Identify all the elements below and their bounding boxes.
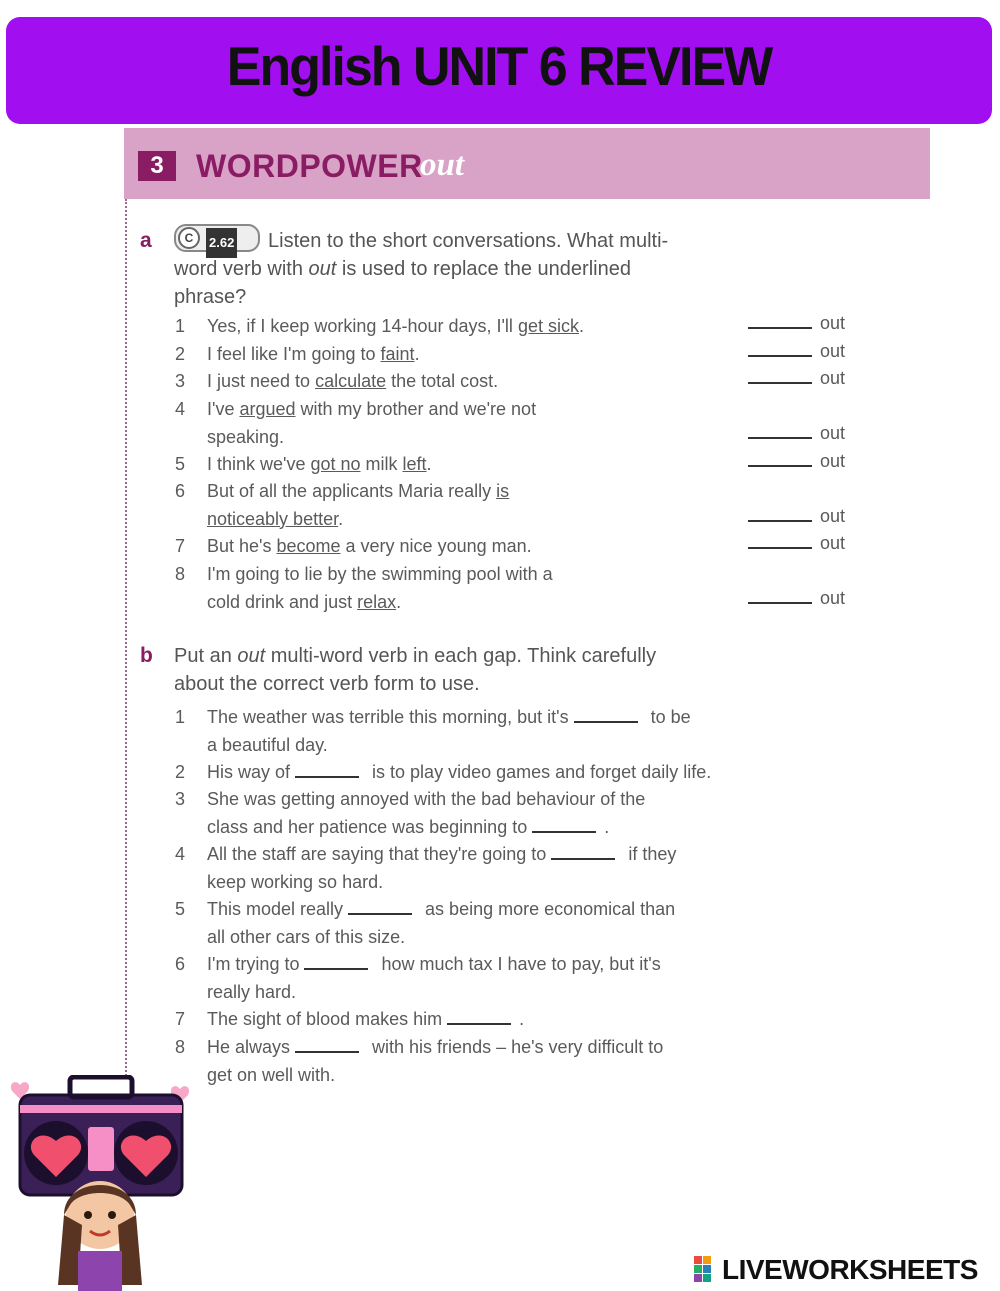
- item-line: [207, 732, 691, 760]
- underlined-phrase: left: [402, 454, 427, 474]
- wordpower-header: [124, 128, 930, 199]
- item-text-part: with his friends – he's very difficult to: [367, 1037, 664, 1057]
- instruction-line: Listen to the short conversations. What multi-: [268, 230, 669, 252]
- item-line: [207, 869, 676, 897]
- item-number: 5: [175, 899, 186, 919]
- instruction-line: phrase?: [174, 286, 247, 308]
- exercise-item: [175, 396, 537, 447]
- item-text-part: The weather was terrible this morning, but it's: [207, 707, 574, 727]
- item-number: 8: [175, 564, 186, 584]
- answer-suffix: out: [820, 368, 846, 388]
- item-number: 2: [175, 762, 186, 782]
- exercise-item: [175, 841, 677, 892]
- audio-track-number: 2.62: [206, 228, 237, 258]
- instruction-emphasis: out: [237, 645, 266, 667]
- item-text-part: She was getting annoyed with the bad behaviour of the: [207, 789, 646, 809]
- item-line: [207, 759, 711, 787]
- item-text: [207, 533, 532, 561]
- item-line: [207, 841, 676, 869]
- instruction-emphasis: out: [308, 258, 337, 280]
- logo-text: LIVEWORKSHEETS: [722, 1254, 978, 1285]
- answer-blank[interactable]: [748, 533, 812, 549]
- item-text: [207, 478, 509, 533]
- answer-blank[interactable]: [748, 313, 812, 329]
- item-text-part: all other cars of this size.: [207, 926, 406, 947]
- answer-field: [748, 313, 845, 334]
- instruction-line: about the correct verb form to use.: [174, 673, 480, 695]
- exercise-item: [175, 704, 691, 755]
- item-number: 6: [175, 954, 186, 974]
- item-line: [207, 1062, 663, 1090]
- answer-field: [748, 423, 845, 444]
- item-text-part: I'm going to lie by the swimming pool with a: [207, 564, 553, 584]
- item-text: [207, 841, 676, 896]
- answer-blank[interactable]: [748, 451, 812, 467]
- answer-blank[interactable]: [295, 762, 359, 778]
- exercise-item: [175, 786, 646, 837]
- underlined-phrase: faint: [380, 344, 415, 364]
- item-text-part: milk: [360, 454, 403, 474]
- item-line: [207, 424, 536, 452]
- item-text-part: But he's: [207, 536, 277, 556]
- audio-play-icon[interactable]: C 2.62: [174, 224, 260, 252]
- answer-blank[interactable]: [295, 1037, 359, 1053]
- item-number: 4: [175, 844, 186, 864]
- exercise-item: [175, 896, 676, 947]
- item-text-part: a very nice young man.: [340, 536, 532, 556]
- section-b-instructions: [174, 642, 894, 698]
- section-a-instructions: [174, 224, 894, 311]
- item-number: 8: [175, 1037, 186, 1057]
- item-text-part: .: [396, 591, 402, 612]
- item-text-part: to be: [645, 707, 691, 727]
- answer-blank[interactable]: [551, 844, 615, 860]
- item-text-part: as being more economical than: [420, 899, 676, 919]
- item-line: [207, 896, 675, 924]
- answer-field: [748, 588, 845, 609]
- exercise-item: [175, 951, 661, 1002]
- item-number: 3: [175, 371, 186, 391]
- item-text-part: the total cost.: [386, 371, 499, 391]
- exercise-item: [175, 313, 584, 341]
- answer-blank[interactable]: [348, 899, 412, 915]
- item-number: 7: [175, 536, 186, 556]
- answer-suffix: out: [820, 313, 846, 333]
- item-line: [207, 1034, 663, 1062]
- underlined-phrase: noticeably better: [207, 508, 339, 529]
- item-text-part: I think we've: [207, 454, 311, 474]
- answer-suffix: out: [820, 423, 846, 443]
- item-text-part: class and her patience was beginning to: [207, 816, 533, 837]
- instruction-line: Put an: [174, 645, 238, 667]
- item-line: [207, 313, 584, 341]
- item-line: [207, 1006, 524, 1034]
- item-line: [207, 368, 498, 396]
- wordpower-title: WORDPOWER: [196, 148, 423, 184]
- answer-suffix: out: [820, 341, 846, 361]
- answer-field: [748, 341, 845, 362]
- exercise-item: [175, 1034, 664, 1085]
- answer-blank[interactable]: [748, 588, 812, 604]
- item-text: [207, 1034, 663, 1089]
- item-text-part: I've: [207, 399, 240, 419]
- item-number: 7: [175, 1009, 186, 1029]
- underlined-phrase: argued: [239, 399, 296, 419]
- item-number: 6: [175, 481, 186, 501]
- item-text-part: His way of: [207, 762, 296, 782]
- item-text-part: a beautiful day.: [207, 734, 328, 755]
- item-line: [207, 561, 553, 589]
- underlined-phrase: got no: [310, 454, 361, 474]
- exercise-item: [175, 368, 499, 396]
- underlined-phrase: get sick: [517, 316, 579, 336]
- item-text: [207, 368, 498, 396]
- item-number: 1: [175, 707, 186, 727]
- page-title: English UNIT 6 REVIEW: [226, 36, 772, 98]
- item-text-part: .: [519, 1009, 525, 1029]
- item-text-part: cold drink and just: [207, 591, 358, 612]
- item-number: 4: [175, 399, 186, 419]
- item-line: [207, 924, 675, 952]
- underlined-phrase: relax: [357, 591, 397, 612]
- title-banner: [6, 17, 992, 124]
- item-text-part: The sight of blood makes him: [207, 1009, 448, 1029]
- exercise-item: [175, 1006, 525, 1034]
- item-line: [207, 951, 661, 979]
- liveworksheets-logo: [694, 1254, 978, 1286]
- answer-blank[interactable]: [748, 341, 812, 357]
- item-line: [207, 979, 661, 1007]
- item-text-part: All the staff are saying that they're going to: [207, 844, 552, 864]
- item-text-part: .: [578, 316, 584, 336]
- item-text-part: I feel like I'm going to: [207, 344, 381, 364]
- answer-suffix: out: [820, 506, 846, 526]
- item-text: [207, 341, 420, 369]
- answer-suffix: out: [820, 533, 846, 553]
- item-line: [207, 533, 532, 561]
- item-text: [207, 786, 645, 841]
- exercise-item: [175, 341, 420, 369]
- answer-field: [748, 533, 845, 554]
- item-text: [207, 313, 584, 341]
- item-line: [207, 396, 536, 424]
- answer-field: [748, 451, 845, 472]
- item-text-part: .: [414, 344, 420, 364]
- item-text-part: how much tax I have to pay, but it's: [376, 954, 661, 974]
- item-text: [207, 704, 691, 759]
- answer-blank[interactable]: [748, 368, 812, 384]
- section-b-letter: b: [140, 644, 153, 667]
- underlined-phrase: calculate: [315, 371, 387, 391]
- instruction-line: multi-word verb in each gap. Think carefully: [265, 645, 657, 667]
- dotted-margin-line: [125, 199, 127, 1079]
- item-text: [207, 396, 536, 451]
- item-line: [207, 814, 645, 842]
- instruction-line: is used to replace the underlined: [336, 258, 631, 280]
- exercise-item: [175, 451, 432, 479]
- item-text: [207, 951, 661, 1006]
- answer-blank[interactable]: [748, 423, 812, 439]
- underlined-phrase: is: [496, 481, 510, 501]
- answer-blank[interactable]: [748, 506, 812, 522]
- item-line: [207, 786, 645, 814]
- item-text-part: I'm trying to: [207, 954, 305, 974]
- exercise-item: [175, 759, 712, 787]
- item-text-part: .: [338, 508, 344, 529]
- item-number: 5: [175, 454, 186, 474]
- underlined-phrase: become: [276, 536, 341, 556]
- answer-field: [748, 506, 845, 527]
- liveworksheets-logo-icon: [694, 1256, 720, 1282]
- answer-field: [748, 368, 845, 389]
- item-text-part: But of all the applicants Maria really: [207, 481, 497, 501]
- exercise-item: [175, 533, 532, 561]
- item-text-part: really hard.: [207, 981, 297, 1002]
- item-line: [207, 341, 420, 369]
- item-text: [207, 896, 675, 951]
- item-text-part: Yes, if I keep working 14-hour days, I'll: [207, 316, 518, 336]
- item-line: [207, 451, 432, 479]
- instruction-line: word verb with: [174, 258, 309, 280]
- item-line: [207, 506, 509, 534]
- item-number: 1: [175, 316, 186, 336]
- item-text: [207, 561, 553, 616]
- bitmoji-radio-illustration: [0, 1075, 200, 1291]
- item-text: [207, 759, 711, 787]
- item-text-part: .: [604, 816, 610, 837]
- answer-suffix: out: [820, 588, 846, 608]
- wordpower-word: out: [420, 147, 465, 183]
- item-line: [207, 478, 509, 506]
- item-text-part: I just need to: [207, 371, 316, 391]
- item-text-part: speaking.: [207, 426, 285, 447]
- item-text-part: is to play video games and forget daily life.: [367, 762, 712, 782]
- answer-suffix: out: [820, 451, 846, 471]
- item-number: 3: [175, 789, 186, 809]
- item-text-part: get on well with.: [207, 1064, 336, 1085]
- item-text-part: He always: [207, 1037, 296, 1057]
- item-text-part: This model really: [207, 899, 349, 919]
- item-text-part: if they: [623, 844, 677, 864]
- item-line: [207, 589, 553, 617]
- item-text: [207, 1006, 524, 1034]
- answer-blank[interactable]: [532, 817, 596, 833]
- section-a-letter: a: [140, 229, 152, 252]
- section-number-badge: 3: [138, 151, 176, 181]
- item-number: 2: [175, 344, 186, 364]
- item-text-part: .: [426, 454, 432, 474]
- answer-blank[interactable]: [447, 1009, 511, 1025]
- exercise-item: [175, 478, 510, 529]
- item-line: [207, 704, 691, 732]
- item-text-part: with my brother and we're not: [295, 399, 537, 419]
- answer-blank[interactable]: [304, 954, 368, 970]
- item-text: [207, 451, 432, 479]
- exercise-item: [175, 561, 553, 612]
- answer-blank[interactable]: [574, 707, 638, 723]
- item-text-part: keep working so hard.: [207, 871, 384, 892]
